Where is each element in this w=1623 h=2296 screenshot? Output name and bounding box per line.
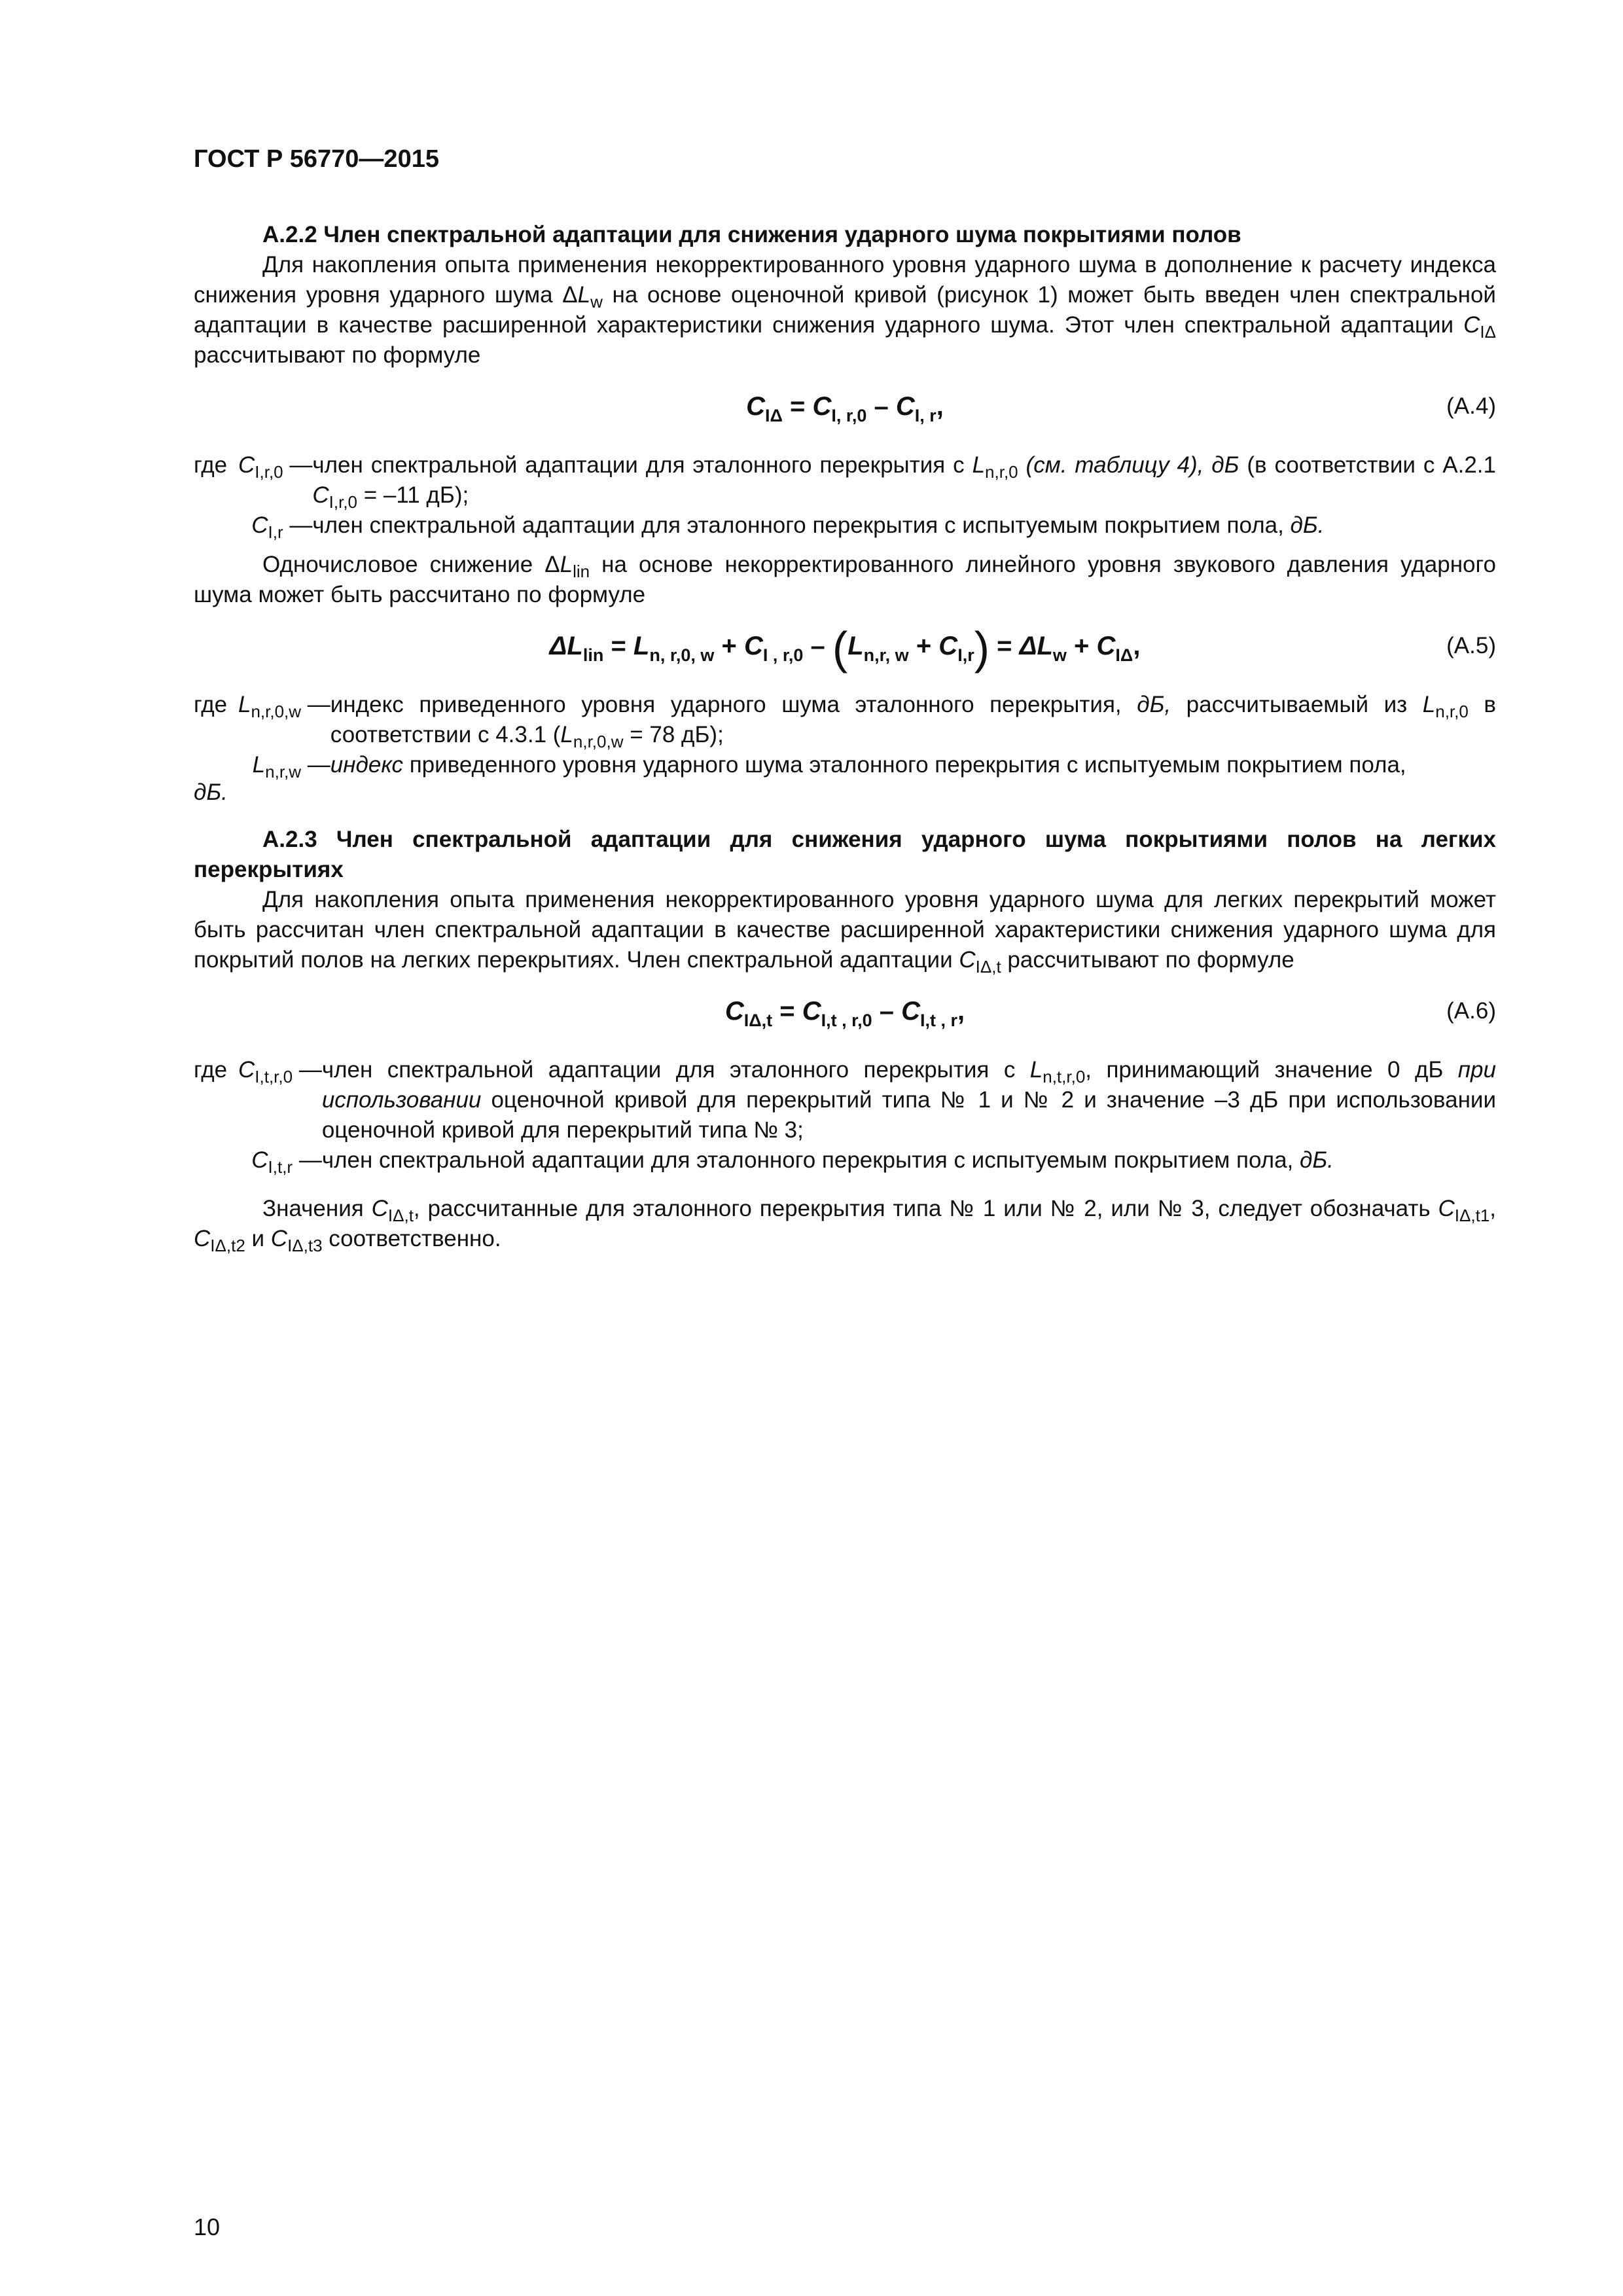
definition-symbol: $L_{n,r,w}$ —: [252, 752, 330, 781]
formula-a4: [194, 372, 1496, 448]
definition-text: член спектральной адаптации для эталонного перекрытия с $L_{n,t,r,0}$, принимающий значение 0 дБ при использовании оценочной кривой для перекрытий типа № 1 и № 2 и значение –3 дБ при использовании оценочной кривой для перекрытий типа № 3;: [321, 1057, 1496, 1143]
definition-symbol: $C_{I,r}$ —: [251, 512, 313, 542]
definition-row: [194, 450, 1496, 511]
definition-text: индекс приведенного уровня ударного шума эталонного перекрытия, дБ, рассчитываемый из $L_{n,r,0}$ в соответствии с 4.3.1 ($L_{n,r,0,w} = 78$ дБ);: [330, 692, 1496, 751]
formula-a5-expression: $\Delta L_{lin} = L_{n, r,0, w} + C_{I , r,0} - (L_{n,r, w} + C_{I,r}) = \Delta L_w + C_{I\Delta}$,: [549, 622, 1141, 673]
equation-number-a4: (А.4): [1446, 393, 1496, 419]
definitions-a4: [194, 450, 1496, 541]
paragraph-a22-lin: Одночисловое снижение $\Delta L_{lin}$ на основе некорректированного линейного уровня звукового давления ударного шума может быть рассчитано по формуле: [194, 552, 1496, 607]
formula-a4-expression: $C_{I\Delta} = C_{I, r,0} - C_{I, r}$,: [746, 392, 944, 425]
where-label: где: [194, 1057, 228, 1083]
page-number: 10: [194, 2214, 221, 2240]
left-parenthesis: (: [832, 622, 848, 673]
definition-text: член спектральной адаптации для эталонного перекрытия с $L_{n,r,0}$ (см. таблицу 4), дБ (в соответствии с А.2.1 $C_{I,r,0} = -11$ дБ);: [312, 452, 1496, 512]
formula-a5: [194, 611, 1496, 687]
equation-number-a5: (А.5): [1446, 633, 1496, 658]
page-content: [194, 144, 1496, 1254]
paragraph-a22-intro: Для накопления опыта применения некорректированного уровня ударного шума в дополнение к расчету индекса снижения уровня ударного шума $\Delta L_w$ на основе оценочной кривой (рисунок 1) может быть введен член спектральной адаптации в качестве расширенной характеристики снижения ударного шума. Этот член спектральной адаптации $C_{I\Delta}$ рассчитывают по формуле: [194, 252, 1496, 368]
definition-text: индекс приведенного уровня ударного шума эталонного перекрытия с испытуемым покрытием пола,: [330, 752, 1406, 778]
definition-symbol: $L_{n,r,0,w}$ —: [238, 692, 330, 721]
definitions-a6: [194, 1055, 1496, 1175]
definition-row: [194, 1055, 1496, 1145]
definition-symbol: $C_{I,t,r,0}$ —: [238, 1057, 322, 1086]
definition-text: член спектральной адаптации для эталонного перекрытия с испытуемым покрытием пола, дБ.: [321, 1147, 1334, 1173]
definitions-a5: [194, 690, 1496, 780]
formula-a6: [194, 977, 1496, 1052]
where-label: где: [194, 692, 228, 717]
definition-row: [194, 750, 1496, 780]
right-parenthesis: ): [974, 622, 990, 673]
definition-symbol: $C_{I,t,r}$ —: [251, 1147, 322, 1177]
equation-number-a6: (А.6): [1446, 998, 1496, 1024]
paragraph-a23-values: Значения $C_{I\Delta,t}$, рассчитанные для эталонного перекрытия типа № 1 или № 2, или № 3, следует обозначать $C_{I\Delta,t1}$, $C_{I\Delta,t2}$ и $C_{I\Delta,t3}$ соответственно.: [194, 1196, 1497, 1255]
definition-carryover: дБ.: [194, 780, 228, 805]
formula-a6-expression: $C_{I\Delta,t} = C_{I,t , r,0} - C_{I,t , r}$,: [724, 997, 965, 1030]
definition-row: [194, 690, 1496, 750]
paragraph-a23-intro: Для накопления опыта применения некорректированного уровня ударного шума для легких перекрытий может быть рассчитан член спектральной адаптации в качестве расширенной характеристики снижения ударного шума для покрытий полов на легких перекрытиях. Член спектральной адаптации $C_{I\Delta,t}$ рассчитывают по формуле: [194, 887, 1496, 977]
definition-row: [194, 1145, 1496, 1175]
where-label: где: [194, 452, 228, 478]
document-header: ГОСТ Р 56770—2015: [194, 145, 439, 173]
definition-text: член спектральной адаптации для эталонного перекрытия с испытуемым покрытием пола, дБ.: [312, 512, 1325, 538]
definition-symbol: $C_{I,r,0}$ —: [238, 452, 313, 482]
section-title-a22: А.2.2 Член спектральной адаптации для снижения ударного шума покрытиями полов: [262, 222, 1241, 247]
section-title-a23: А.2.3 Член спектральной адаптации для снижения ударного шума покрытиями полов на легких перекрытиях: [194, 827, 1496, 882]
definition-row: [194, 511, 1496, 541]
